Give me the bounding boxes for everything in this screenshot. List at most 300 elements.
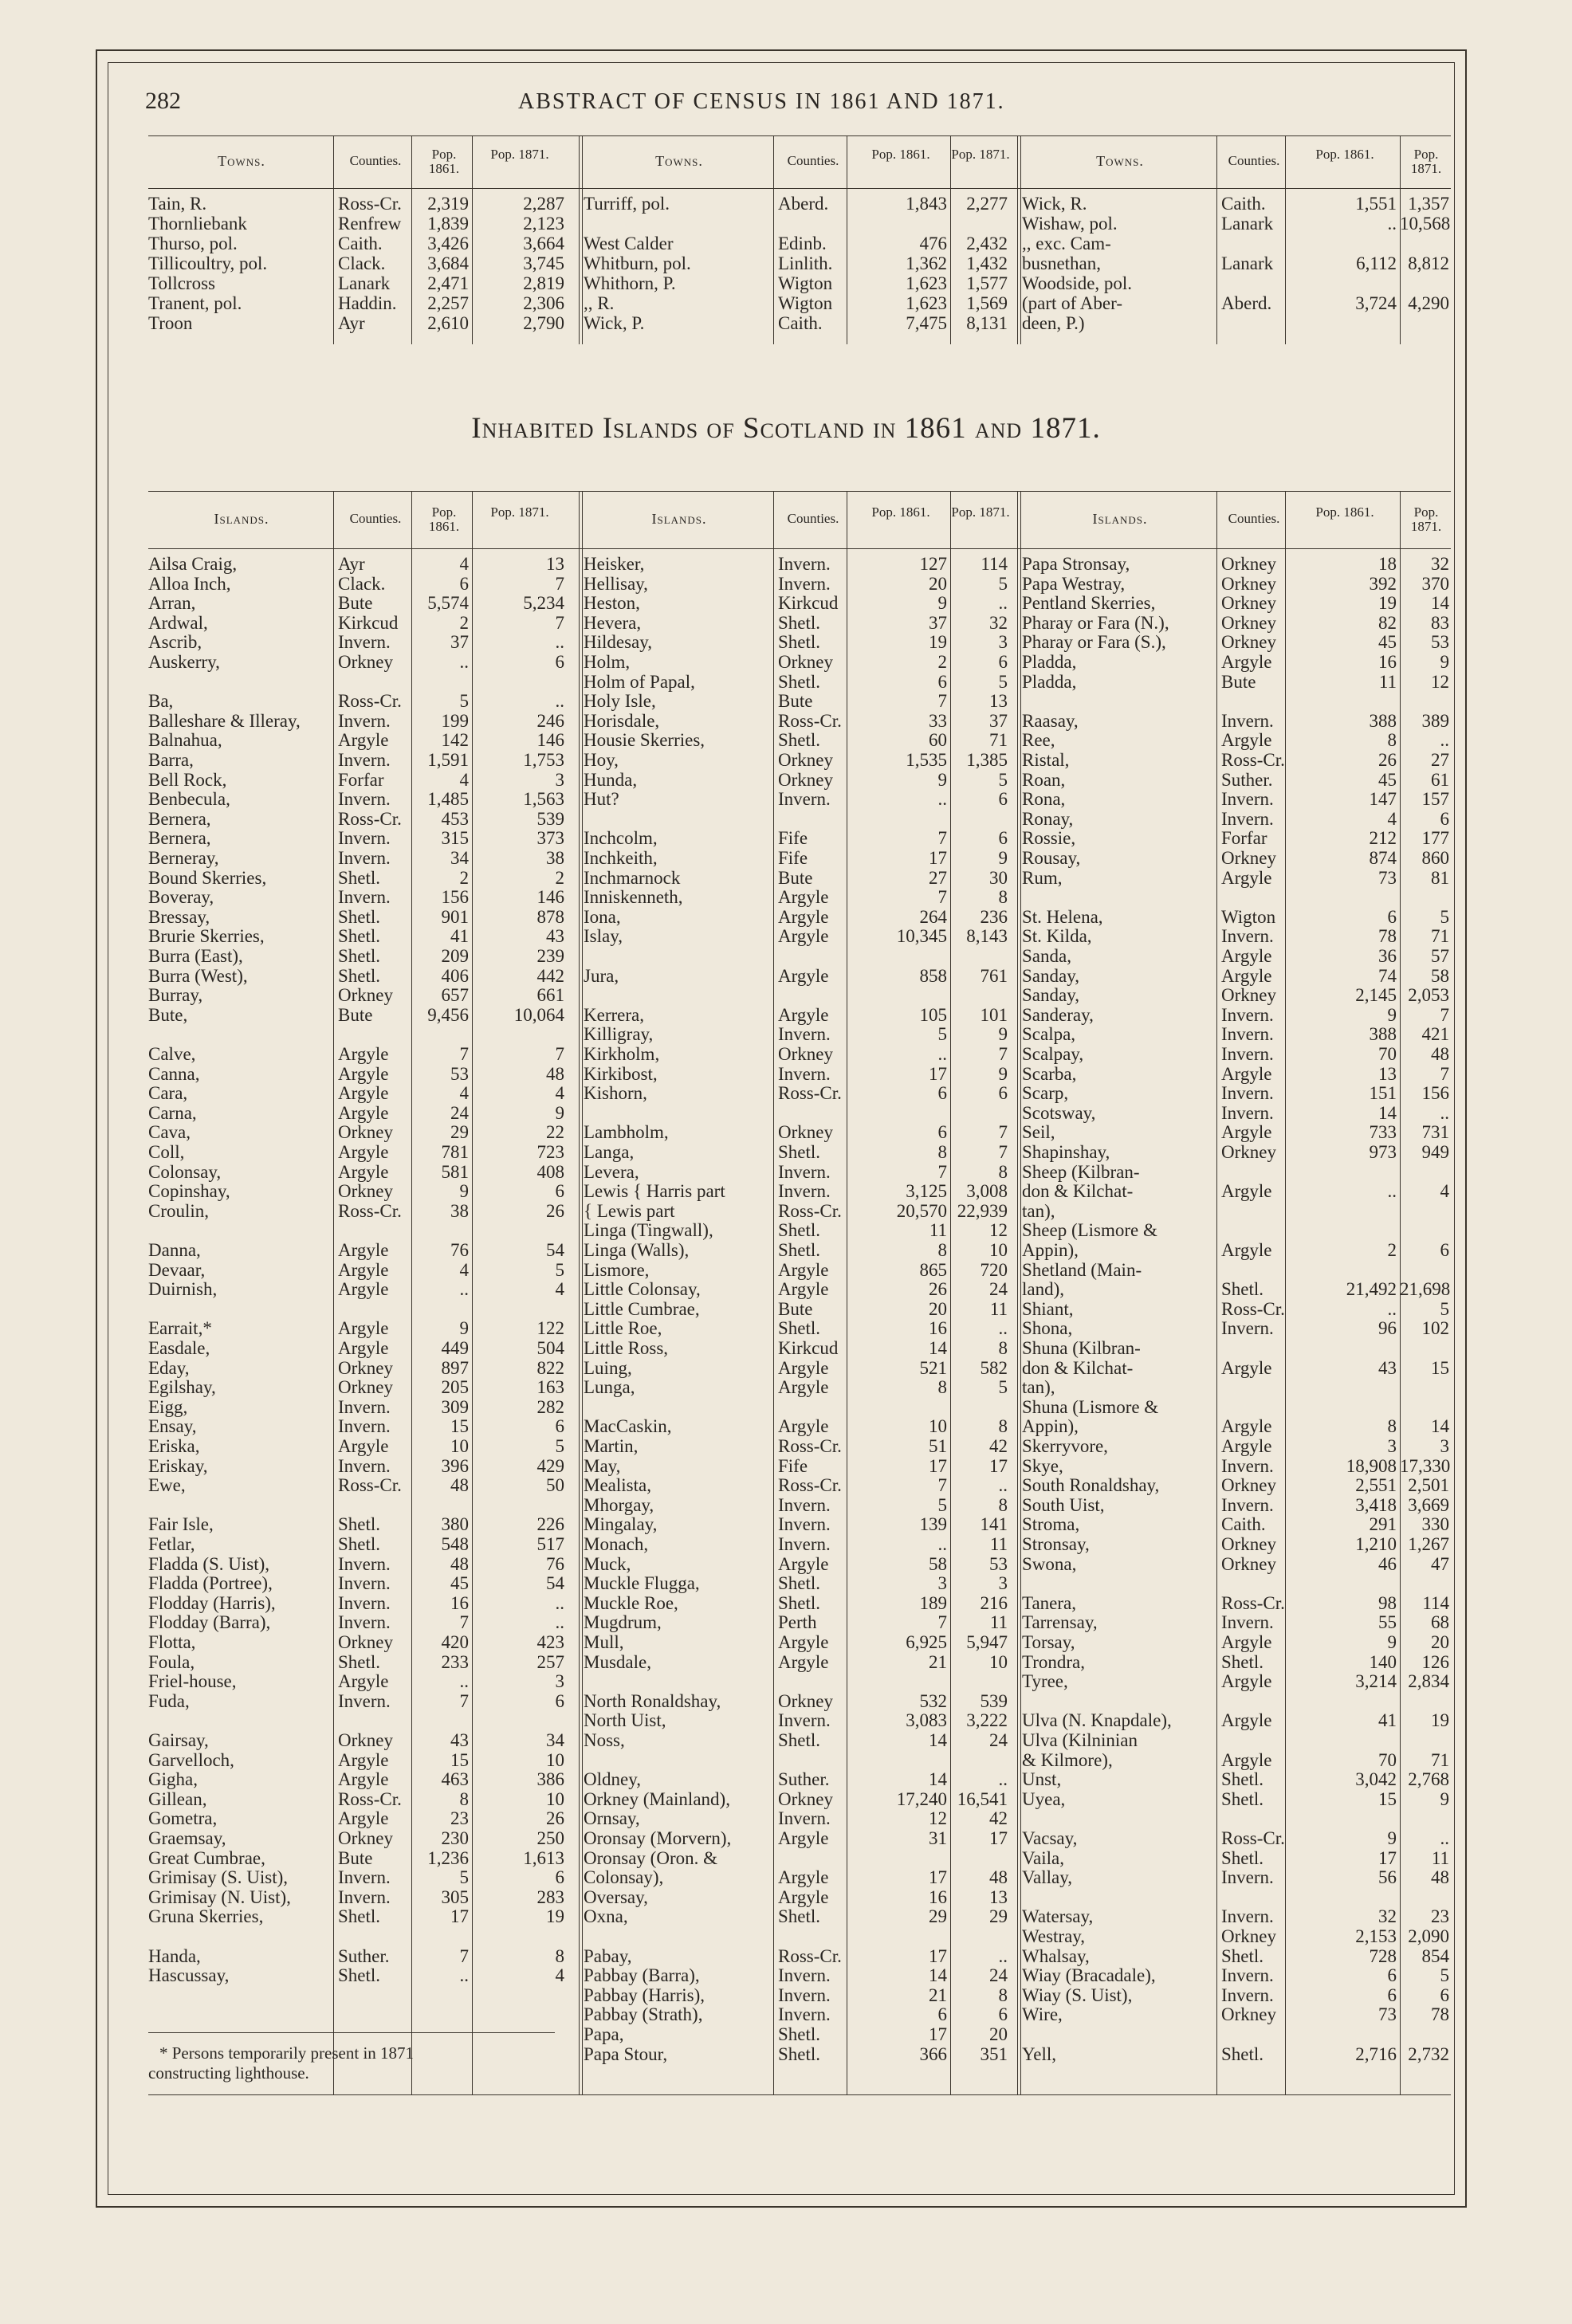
islands-row-county: Orkney [778,1044,833,1064]
islands-row-name: Cava, [148,1122,191,1143]
towns-row-pop1861: 2,610 [427,313,469,333]
islands-row-name: Langa, [584,1142,635,1162]
islands-row-county: Suther. [338,1945,390,1966]
islands-row-name: North Ronaldshay, [584,1690,721,1711]
islands-row-name: Eriskay, [148,1455,208,1476]
islands-row-county: Ross-Cr. [338,808,402,829]
islands-row-name: Shetland (Main- [1022,1259,1142,1280]
islands-row-name: Vallay, [1022,1867,1073,1888]
islands-row-pop1861: 37 [929,612,947,633]
islands-row-pop1871: 4 [555,1965,564,1986]
islands-row-county: Invern. [778,573,831,594]
islands-row-pop1871: 8 [998,1338,1008,1358]
islands-row-pop1871: 1,753 [523,750,564,770]
islands-row-county: Argyle [338,1142,389,1162]
towns-row-pop1861: 3,724 [1355,293,1397,313]
islands-row-pop1861: 43 [1378,1357,1397,1378]
islands-row-pop1861: 189 [919,1592,947,1613]
towns-row-name: ,, R. [584,293,615,313]
islands-row-name: Carna, [148,1102,197,1123]
islands-row-county: Ross-Cr. [1221,750,1285,770]
islands-row-county: Invern. [1221,1024,1274,1045]
islands-row-name: Papa Stour, [584,2043,668,2064]
islands-row-county: Argyle [338,1044,389,1064]
islands-row-pop1871: .. [998,1769,1008,1790]
islands-row-pop1871: 8 [555,1945,564,1966]
islands-row-pop1861: 9 [1387,1004,1397,1025]
islands-row-county: Orkney [1221,573,1276,594]
towns-row-county: Haddin. [338,293,397,313]
islands-row-county: Invern. [338,632,391,653]
islands-row-name: Luing, [584,1357,632,1378]
islands-row-name: St. Helena, [1022,906,1103,927]
islands-row-pop1871: 429 [536,1455,564,1476]
islands-row-name: St. Kilda, [1022,926,1092,947]
islands-row-county: Argyle [778,1828,829,1848]
islands-row-pop1861: 7 [937,887,947,908]
islands-row-name: Wiay (Bracadale), [1022,1965,1156,1986]
towns-row-county: Renfrew [338,214,402,234]
islands-row-pop1871: 83 [1431,612,1449,633]
towns-row-pop1871: 2,432 [966,234,1008,253]
islands-row-pop1861: 10,345 [896,926,947,947]
islands-row-pop1871: 2 [555,867,564,888]
islands-row-name: Sanda, [1022,946,1071,966]
islands-row-pop1861: 406 [441,965,469,986]
towns-row-name: busnethan, [1022,253,1102,273]
islands-row-pop1871: 22,939 [957,1200,1008,1221]
islands-row-name: Sanday, [1022,965,1079,986]
islands-row-county: Argyle [338,1338,389,1358]
islands-row-pop1861: 233 [441,1651,469,1672]
islands-row-name: Graemsay, [148,1828,226,1848]
islands-row-name: Tyree, [1022,1671,1068,1692]
islands-row-pop1871: 7 [1440,1004,1449,1025]
islands-row-name: Raasay, [1022,710,1079,731]
islands-row-name: Little Roe, [584,1318,662,1339]
islands-row-county: Argyle [778,1377,829,1398]
islands-row-county: Orkney [778,769,833,790]
islands-row-name: Auskerry, [148,652,220,672]
islands-row-county: Shetl. [1221,1769,1264,1790]
islands-row-pop1871: 6 [555,1416,564,1437]
islands-row-pop1861: 20 [929,573,947,594]
islands-row-name: MacCaskin, [584,1416,672,1437]
islands-row-pop1871: 19 [546,1906,564,1927]
islands-row-name: Unst, [1022,1769,1062,1790]
islands-row-name: Shona, [1022,1318,1073,1339]
islands-row-pop1871: 146 [536,730,564,751]
islands-row-name: Ornsay, [584,1808,640,1829]
islands-row-county: Invern. [1221,926,1274,947]
islands-row-county: Ross-Cr. [338,1788,402,1809]
towns-row-pop1861: .. [1387,214,1397,234]
islands-row-county: Orkney [778,750,833,770]
islands-row-pop1871: 26 [546,1808,564,1829]
islands-row-name: Balleshare & Illeray, [148,710,301,731]
towns-col2-rule-1 [773,135,774,344]
islands-row-pop1861: 309 [441,1396,469,1417]
islands-row-county: Orkney [1221,848,1276,868]
islands-row-name: Gruna Skerries, [148,1906,264,1927]
islands-row-pop1861: 6 [937,1083,947,1104]
islands-group-rule-1-b [582,491,583,2094]
islands-row-pop1871: 661 [536,985,564,1006]
islands-row-name: Friel-house, [148,1671,237,1692]
islands-row-pop1861: 12 [929,1808,947,1829]
islands-row-name: Burra (East), [148,946,243,966]
islands-row-pop1861: 388 [1369,1024,1397,1045]
islands-row-county: Argyle [778,1553,829,1574]
islands-row-pop1861: 3,125 [906,1181,947,1202]
islands-row-county: Argyle [338,1749,389,1770]
towns-row-pop1861: 1,623 [906,293,947,313]
islands-row-pop1861: 1,210 [1355,1534,1397,1554]
islands-row-pop1861: 6 [937,671,947,692]
islands-row-pop1861: 2 [1387,1240,1397,1260]
islands-row-pop1871: 236 [980,906,1008,927]
towns-header-3-counties: Counties. [1228,153,1280,168]
islands-row-pop1861: 76 [450,1240,469,1260]
islands-row-pop1871: 17 [989,1455,1008,1476]
towns-row-pop1861: 2,471 [427,273,469,293]
islands-row-county: Shetl. [338,1965,381,1986]
islands-header-2-pop1871: Pop. 1871. [951,504,1010,520]
islands-row-county: Argyle [778,906,829,927]
islands-row-pop1861: 82 [1378,612,1397,633]
towns-header-3-pop1861: Pop. 1861. [1315,147,1374,162]
islands-row-name: Bressay, [148,906,210,927]
towns-row-pop1871: 8,131 [966,313,1008,333]
islands-row-pop1861: 20 [929,1298,947,1319]
islands-row-county: Ross-Cr. [778,1945,842,1966]
islands-row-pop1861: 45 [450,1573,469,1594]
islands-row-name: Rum, [1022,867,1063,888]
islands-row-pop1871: 78 [1431,2004,1449,2025]
towns-header-1-counties: Counties. [349,153,402,168]
islands-row-name: tan), [1022,1377,1055,1398]
islands-row-name: Fuda, [148,1690,190,1711]
islands-row-pop1861: 305 [441,1886,469,1907]
islands-row-name: Flodday (Harris), [148,1592,276,1613]
islands-row-pop1871: 442 [536,965,564,986]
islands-row-name: Jura, [584,965,619,986]
islands-row-pop1861: 70 [1378,1749,1397,1770]
islands-row-pop1871: 250 [536,1828,564,1848]
islands-row-name: Rossie, [1022,828,1076,849]
islands-row-name: Holm, [584,652,631,672]
islands-row-name: Devaar, [148,1259,206,1280]
islands-row-county: Argyle [338,1102,389,1123]
islands-row-pop1871: 3 [998,632,1008,653]
islands-row-pop1861: 23 [450,1808,469,1829]
islands-row-name: Linga (Walls), [584,1240,690,1260]
islands-row-county: Orkney [778,1122,833,1143]
towns-row-pop1871: 3,664 [523,234,564,253]
islands-row-pop1861: 7 [459,1945,469,1966]
islands-row-pop1871: 6 [998,1083,1008,1104]
islands-row-name: Gigha, [148,1769,198,1790]
islands-row-county: Invern. [1221,1984,1274,2005]
islands-row-pop1861: 264 [919,906,947,927]
islands-row-county: Invern. [338,828,391,849]
islands-row-name: Gillean, [148,1788,207,1809]
islands-row-pop1861: 17 [929,1867,947,1888]
islands-row-county: Argyle [778,1886,829,1907]
islands-row-county: Argyle [338,1318,389,1339]
islands-row-county: Shetl. [338,1534,381,1554]
islands-row-pop1861: 17 [929,1063,947,1084]
islands-row-name: Lismore, [584,1259,650,1280]
islands-row-pop1871: 6 [555,652,564,672]
islands-row-county: Argyle [338,1240,389,1260]
islands-row-pop1861: 16 [450,1592,469,1613]
islands-row-pop1871: 2,768 [1408,1769,1449,1790]
islands-row-county: Argyle [778,1259,829,1280]
islands-group-rule-2-a [1017,491,1018,2094]
islands-row-pop1861: 17 [929,2024,947,2044]
islands-row-pop1861: .. [459,1279,469,1300]
islands-row-pop1871: 9 [1440,652,1449,672]
islands-row-name: Holy Isle, [584,691,656,712]
islands-row-name: Skerryvore, [1022,1436,1108,1456]
islands-row-county: Bute [338,1004,373,1025]
islands-row-pop1861: 6 [937,1122,947,1143]
islands-row-name: Wire, [1022,2004,1063,2025]
towns-row-pop1871: 1,569 [966,293,1008,313]
islands-row-name: Kishorn, [584,1083,647,1104]
islands-row-pop1861: 5 [459,691,469,712]
islands-row-county: Argyle [1221,1749,1272,1770]
islands-row-county: Orkney [1221,1142,1276,1162]
islands-row-name: Duirnish, [148,1279,218,1300]
islands-row-pop1871: 34 [546,1730,564,1750]
islands-row-pop1861: .. [937,789,947,810]
islands-row-pop1861: 9,456 [427,1004,469,1025]
islands-row-pop1861: 19 [929,632,947,653]
islands-row-pop1861: 420 [441,1632,469,1652]
islands-row-pop1871: 114 [981,554,1008,574]
islands-row-pop1871: 423 [536,1632,564,1652]
towns-group-rule-1-a [579,135,580,344]
islands-row-pop1861: 2,551 [1355,1475,1397,1496]
islands-row-pop1861: 9 [937,769,947,790]
towns-row-pop1871: 2,123 [523,214,564,234]
islands-row-county: Ross-Cr. [778,1436,842,1456]
islands-row-county: Argyle [778,887,829,908]
islands-row-pop1871: 6 [998,789,1008,810]
towns-header-rule [148,188,1451,189]
islands-row-name: Eday, [148,1357,190,1378]
islands-row-name: Pabbay (Strath), [584,2004,703,2025]
islands-row-name: Yell, [1022,2043,1057,2064]
islands-row-county: Invern. [778,554,831,574]
islands-row-name: Pladda, [1022,652,1077,672]
islands-row-name: Burra (West), [148,965,248,986]
islands-row-county: Argyle [1221,1671,1272,1692]
islands-col3-rule-1 [1216,491,1217,2094]
islands-row-pop1871: .. [998,1318,1008,1339]
islands-row-pop1871: 29 [989,1906,1008,1927]
islands-row-name: Trondra, [1022,1651,1086,1672]
islands-row-pop1861: 4 [459,554,469,574]
islands-row-pop1871: 126 [1421,1651,1449,1672]
islands-row-pop1861: 1,485 [427,789,469,810]
islands-row-pop1871: 386 [536,1769,564,1790]
islands-row-pop1871: 11 [989,1612,1008,1633]
islands-row-county: Ross-Cr. [338,1475,402,1496]
islands-row-pop1871: 12 [1431,671,1449,692]
islands-row-name: Martin, [584,1436,639,1456]
islands-row-name: Eigg, [148,1396,188,1417]
islands-row-county: Invern. [338,1416,391,1437]
islands-row-pop1871: 9 [998,1024,1008,1045]
islands-row-county: Shetl. [1221,1279,1264,1300]
islands-row-pop1871: 17 [989,1828,1008,1848]
islands-row-name: Hut? [584,789,619,810]
islands-row-county: Kirkcud [778,593,839,614]
islands-row-pop1861: 865 [919,1259,947,1280]
islands-header-3-name: Islands. [1092,511,1148,527]
islands-row-pop1871: 1,613 [523,1847,564,1868]
islands-row-county: Invern. [778,1024,831,1045]
islands-row-pop1861: 16 [929,1886,947,1907]
islands-row-name: Pabay, [584,1945,632,1966]
islands-row-pop1871: 15 [1431,1357,1449,1378]
islands-row-pop1861: 18 [1378,554,1397,574]
islands-row-pop1871: 3 [1440,1436,1449,1456]
towns-row-pop1871: 10,568 [1400,214,1451,234]
islands-row-name: & Kilmore), [1022,1749,1113,1770]
islands-row-name: Skye, [1022,1455,1063,1476]
towns-row-name: Wishaw, pol. [1022,214,1118,234]
islands-row-pop1861: 16 [1378,652,1397,672]
islands-row-county: Argyle [778,1416,829,1437]
islands-row-pop1871: 6 [1440,808,1449,829]
islands-row-pop1871: .. [1440,1828,1449,1848]
islands-row-county: Forfar [338,769,384,790]
islands-row-name: Levera, [584,1161,639,1182]
islands-row-pop1861: 33 [929,710,947,731]
islands-row-county: Orkney [1221,554,1276,574]
islands-row-county: Ross-Cr. [778,1475,842,1496]
islands-row-pop1861: 14 [929,1769,947,1790]
islands-row-county: Argyle [338,1161,389,1182]
islands-row-pop1871: 57 [1431,946,1449,966]
islands-row-pop1861: 548 [441,1534,469,1554]
islands-row-pop1871: 3 [555,769,564,790]
islands-row-pop1871: 6 [1440,1240,1449,1260]
islands-row-pop1871: 76 [546,1553,564,1574]
islands-row-pop1861: 2,145 [1355,985,1397,1006]
islands-row-name: Ulva (Kilninian [1022,1730,1138,1750]
islands-row-county: Orkney [338,1181,393,1202]
islands-row-pop1861: 32 [1378,1906,1397,1927]
islands-row-pop1861: 897 [441,1357,469,1378]
islands-row-name: Vaila, [1022,1847,1065,1868]
islands-row-pop1861: 21 [929,1651,947,1672]
islands-row-pop1871: 10 [989,1240,1008,1260]
islands-row-county: Bute [338,1847,373,1868]
islands-row-county: Invern. [1221,808,1274,829]
islands-row-pop1861: 29 [450,1122,469,1143]
islands-row-county: Shetl. [778,1240,821,1260]
islands-row-pop1871: 14 [1431,593,1449,614]
islands-row-name: Benbecula, [148,789,230,810]
islands-row-name: Rona, [1022,789,1066,810]
islands-row-pop1871: 7 [555,612,564,633]
islands-row-county: Shetl. [338,946,381,966]
islands-row-pop1871: 389 [1421,710,1449,731]
islands-row-name: Little Cumbrae, [584,1298,700,1319]
islands-row-pop1861: 45 [1378,632,1397,653]
islands-row-pop1871: 5 [555,1259,564,1280]
islands-row-name: Noss, [584,1730,625,1750]
towns-col3-rule-1 [1216,135,1217,344]
islands-row-county: Ross-Cr. [1221,1298,1285,1319]
islands-row-county: Orkney [338,1377,393,1398]
islands-row-county: Argyle [778,965,829,986]
towns-header-3-pop1871: Pop. 1871. [1410,147,1442,176]
islands-row-name: Scalpa, [1022,1024,1076,1045]
islands-row-pop1871: 6 [1440,1984,1449,2005]
islands-header-3-counties: Counties. [1228,511,1280,526]
islands-row-pop1861: 2 [459,867,469,888]
islands-row-pop1861: 78 [1378,926,1397,947]
islands-row-name: Vacsay, [1022,1828,1078,1848]
islands-row-county: Bute [338,593,373,614]
islands-row-name: Bell Rock, [148,769,227,790]
islands-row-name: Roan, [1022,769,1066,790]
islands-row-county: Orkney [1221,1534,1276,1554]
islands-row-pop1871: 282 [536,1396,564,1417]
islands-row-pop1871: 6 [555,1867,564,1888]
islands-row-pop1871: 8 [998,1161,1008,1182]
islands-row-pop1871: 2,090 [1408,1926,1449,1946]
islands-row-pop1871: 6 [555,1690,564,1711]
islands-row-name: Pladda, [1022,671,1077,692]
islands-header-2-name: Islands. [651,511,707,527]
islands-row-pop1871: 32 [989,612,1008,633]
islands-row-county: Orkney [1221,2004,1276,2025]
towns-row-name: Thornliebank [148,214,247,234]
islands-row-name: Oronsay (Morvern), [584,1828,732,1848]
islands-row-county: Orkney [778,1788,833,1809]
islands-row-pop1871: 48 [1431,1867,1449,1888]
islands-row-name: { Lewis part [584,1200,675,1221]
islands-row-pop1871: 54 [546,1573,564,1594]
islands-row-name: Burray, [148,985,203,1006]
islands-row-pop1871: 114 [1422,1592,1449,1613]
islands-row-pop1861: 4 [459,1259,469,1280]
islands-row-name: Great Cumbrae, [148,1847,265,1868]
islands-row-county: Orkney [338,652,393,672]
islands-row-pop1861: 17,240 [896,1788,947,1809]
islands-row-pop1871: 53 [1431,632,1449,653]
islands-row-pop1871: 19 [1431,1710,1449,1731]
islands-row-county: Shetl. [778,1142,821,1162]
towns-row-pop1871: 4,290 [1408,293,1449,313]
islands-row-pop1861: 532 [919,1690,947,1711]
islands-row-name: Iona, [584,906,621,927]
islands-row-county: Invern. [1221,1455,1274,1476]
islands-row-pop1861: 27 [929,867,947,888]
islands-row-pop1871: 539 [536,808,564,829]
islands-row-name: Ulva (N. Knapdale), [1022,1710,1172,1731]
towns-row-pop1861: 1,623 [906,273,947,293]
islands-row-name: Hevera, [584,612,642,633]
islands-row-name: Inchmarnock [584,867,681,888]
